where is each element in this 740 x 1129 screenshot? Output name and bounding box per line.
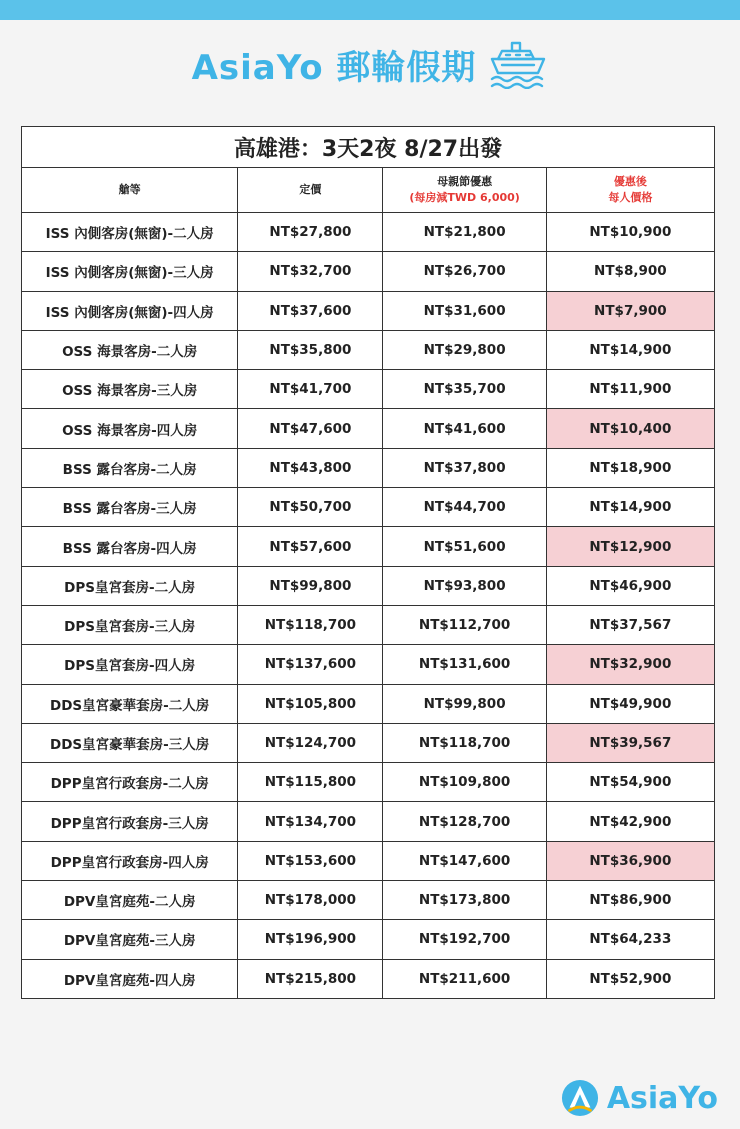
- asiayo-logo-icon: [561, 1079, 599, 1117]
- cell-room: OSS 海景客房-三人房: [22, 370, 238, 409]
- cell-room: BSS 露台客房-三人房: [22, 488, 238, 527]
- cell-price: NT$134,700: [238, 802, 383, 841]
- top-accent-bar: [0, 0, 740, 20]
- final-header-line1: 優惠後: [613, 175, 647, 188]
- cell-price: NT$178,000: [238, 881, 383, 920]
- table-row: [22, 330, 715, 369]
- price-table: [21, 126, 715, 999]
- cell-final: NT$54,900: [546, 763, 714, 802]
- cell-final: NT$64,233: [546, 920, 714, 959]
- footer-logo: [561, 1076, 718, 1120]
- table-row: [22, 409, 715, 448]
- cell-final: NT$11,900: [546, 370, 714, 409]
- cell-discount: NT$192,700: [383, 920, 546, 959]
- cell-price: NT$35,800: [238, 330, 383, 369]
- cell-discount: NT$99,800: [383, 684, 546, 723]
- cell-price: NT$215,800: [238, 959, 383, 998]
- cell-final: NT$14,900: [546, 488, 714, 527]
- discount-header-line1: 母親節優惠: [437, 175, 493, 188]
- cell-price: NT$118,700: [238, 605, 383, 644]
- page-header: [0, 34, 740, 94]
- cell-final: NT$32,900: [546, 645, 714, 684]
- cell-discount: NT$37,800: [383, 448, 546, 487]
- table-row: [22, 959, 715, 998]
- table-row: [22, 763, 715, 802]
- table-row: [22, 252, 715, 291]
- table-body: [22, 213, 715, 999]
- table-row: [22, 213, 715, 252]
- cell-price: NT$43,800: [238, 448, 383, 487]
- cell-price: NT$37,600: [238, 291, 383, 330]
- cell-discount: NT$31,600: [383, 291, 546, 330]
- table-row: [22, 802, 715, 841]
- cell-room: BSS 露台客房-四人房: [22, 527, 238, 566]
- cell-room: BSS 露台客房-二人房: [22, 448, 238, 487]
- cell-discount: NT$93,800: [383, 566, 546, 605]
- cell-room: DPV皇宮庭苑-二人房: [22, 881, 238, 920]
- cell-final: NT$8,900: [546, 252, 714, 291]
- cell-room: DPV皇宮庭苑-四人房: [22, 959, 238, 998]
- cell-price: NT$41,700: [238, 370, 383, 409]
- cell-room: DPP皇宮行政套房-四人房: [22, 841, 238, 880]
- cell-price: NT$27,800: [238, 213, 383, 252]
- table-row: [22, 684, 715, 723]
- cell-final: NT$10,900: [546, 213, 714, 252]
- table-caption: 高雄港：3天2夜 8/27出發: [22, 127, 715, 168]
- discount-header-line2: (每房減TWD 6,000): [409, 191, 520, 204]
- cell-discount: NT$131,600: [383, 645, 546, 684]
- table-row: [22, 605, 715, 644]
- final-header-line2: 每人價格: [608, 191, 653, 204]
- cell-room: DPP皇宮行政套房-二人房: [22, 763, 238, 802]
- table-row: [22, 881, 715, 920]
- cell-discount: NT$118,700: [383, 723, 546, 762]
- cell-final: NT$37,567: [546, 605, 714, 644]
- cell-discount: NT$109,800: [383, 763, 546, 802]
- cell-final: NT$46,900: [546, 566, 714, 605]
- cell-price: NT$50,700: [238, 488, 383, 527]
- cell-discount: NT$35,700: [383, 370, 546, 409]
- cell-discount: NT$112,700: [383, 605, 546, 644]
- cell-discount: NT$211,600: [383, 959, 546, 998]
- cell-room: OSS 海景客房-二人房: [22, 330, 238, 369]
- cell-room: ISS 內側客房(無窗)-四人房: [22, 291, 238, 330]
- table-row: [22, 723, 715, 762]
- cell-price: NT$47,600: [238, 409, 383, 448]
- cell-price: NT$99,800: [238, 566, 383, 605]
- table-row: [22, 841, 715, 880]
- cell-final: NT$42,900: [546, 802, 714, 841]
- table-row: [22, 920, 715, 959]
- cell-room: DPS皇宮套房-四人房: [22, 645, 238, 684]
- cell-room: ISS 內側客房(無窗)-二人房: [22, 213, 238, 252]
- cell-final: NT$49,900: [546, 684, 714, 723]
- cell-price: NT$57,600: [238, 527, 383, 566]
- cell-room: OSS 海景客房-四人房: [22, 409, 238, 448]
- cell-room: ISS 內側客房(無窗)-三人房: [22, 252, 238, 291]
- cell-room: DPP皇宮行政套房-三人房: [22, 802, 238, 841]
- cell-room: DPS皇宮套房-二人房: [22, 566, 238, 605]
- column-header-final: [546, 168, 714, 213]
- cell-room: DDS皇宮豪華套房-二人房: [22, 684, 238, 723]
- cell-final: NT$14,900: [546, 330, 714, 369]
- cell-final: NT$10,400: [546, 409, 714, 448]
- cell-discount: NT$147,600: [383, 841, 546, 880]
- column-header-discount: [383, 168, 546, 213]
- cell-price: NT$137,600: [238, 645, 383, 684]
- page-title: AsiaYo 郵輪假期: [191, 47, 477, 88]
- cell-discount: NT$26,700: [383, 252, 546, 291]
- cell-room: DPV皇宮庭苑-三人房: [22, 920, 238, 959]
- cell-discount: NT$21,800: [383, 213, 546, 252]
- cell-final: NT$36,900: [546, 841, 714, 880]
- cell-discount: NT$173,800: [383, 881, 546, 920]
- cell-discount: NT$29,800: [383, 330, 546, 369]
- table-row: [22, 645, 715, 684]
- column-header-room: 艙等: [22, 168, 238, 213]
- cell-final: NT$86,900: [546, 881, 714, 920]
- cell-final: NT$39,567: [546, 723, 714, 762]
- footer-logo-text: AsiaYo: [606, 1080, 718, 1116]
- table-row: [22, 291, 715, 330]
- table-row: [22, 566, 715, 605]
- cell-price: NT$115,800: [238, 763, 383, 802]
- cell-price: NT$32,700: [238, 252, 383, 291]
- cell-final: NT$52,900: [546, 959, 714, 998]
- cell-final: NT$7,900: [546, 291, 714, 330]
- table-row: [22, 527, 715, 566]
- price-table-container: [21, 126, 713, 999]
- cell-discount: NT$44,700: [383, 488, 546, 527]
- cell-discount: NT$51,600: [383, 527, 546, 566]
- cell-price: NT$124,700: [238, 723, 383, 762]
- cell-price: NT$105,800: [238, 684, 383, 723]
- cell-room: DPS皇宮套房-三人房: [22, 605, 238, 644]
- cell-price: NT$153,600: [238, 841, 383, 880]
- table-row: [22, 448, 715, 487]
- column-header-price: 定價: [238, 168, 383, 213]
- cell-room: DDS皇宮豪華套房-三人房: [22, 723, 238, 762]
- table-row: [22, 488, 715, 527]
- cell-discount: NT$41,600: [383, 409, 546, 448]
- cell-final: NT$18,900: [546, 448, 714, 487]
- cell-discount: NT$128,700: [383, 802, 546, 841]
- cruise-ship-icon: [488, 39, 548, 89]
- cell-price: NT$196,900: [238, 920, 383, 959]
- cell-final: NT$12,900: [546, 527, 714, 566]
- table-row: [22, 370, 715, 409]
